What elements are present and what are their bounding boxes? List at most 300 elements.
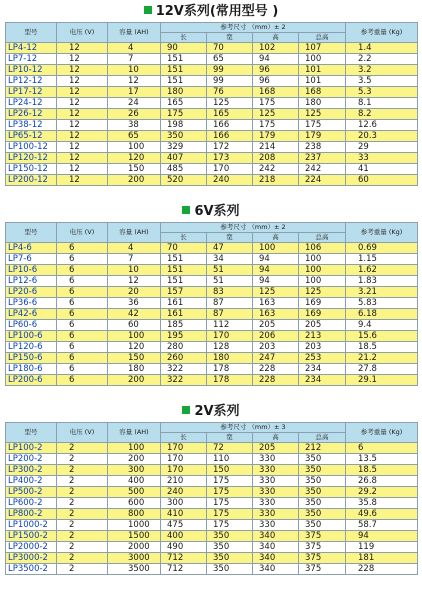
height-cell: 163	[253, 309, 299, 320]
voltage-cell: 6	[57, 243, 108, 254]
voltage-cell: 6	[57, 254, 108, 265]
capacity-cell: 100	[108, 142, 161, 153]
length-cell: 350	[161, 131, 207, 142]
width-cell: 175	[207, 476, 253, 487]
voltage-cell: 2	[57, 553, 108, 564]
total-height-cell: 107	[299, 43, 346, 54]
header-capacity: 容量 (AH)	[108, 423, 161, 443]
table-row	[6, 87, 418, 98]
length-cell: 90	[161, 43, 207, 54]
weight-cell: 0.69	[346, 243, 418, 254]
capacity-cell: 1500	[108, 531, 161, 542]
capacity-cell: 4	[108, 243, 161, 254]
height-cell: 168	[253, 87, 299, 98]
height-cell: 330	[253, 509, 299, 520]
voltage-cell: 6	[57, 309, 108, 320]
weight-cell: 9.4	[346, 320, 418, 331]
voltage-cell: 12	[57, 76, 108, 87]
width-cell: 240	[207, 175, 253, 186]
table-row	[6, 164, 418, 175]
total-height-cell: 100	[299, 276, 346, 287]
header-total-height: 总高	[299, 233, 346, 243]
width-cell: 170	[207, 164, 253, 175]
table-row	[6, 309, 418, 320]
capacity-cell: 200	[108, 175, 161, 186]
header-dimensions: 参考尺寸 （mm）± 2	[161, 23, 346, 33]
total-height-cell: 100	[299, 54, 346, 65]
model-cell: LP200-6	[6, 375, 57, 386]
table-row	[6, 443, 418, 454]
weight-cell: 228	[346, 564, 418, 575]
length-cell: 485	[161, 164, 207, 175]
height-cell: 247	[253, 353, 299, 364]
model-cell: LP17-12	[6, 87, 57, 98]
voltage-cell: 2	[57, 476, 108, 487]
capacity-cell: 10	[108, 265, 161, 276]
capacity-cell: 600	[108, 498, 161, 509]
spec-table-2v	[5, 422, 418, 575]
header-length: 长	[161, 33, 207, 43]
capacity-cell: 200	[108, 375, 161, 386]
table-row	[6, 98, 418, 109]
total-height-cell: 180	[299, 98, 346, 109]
total-height-cell: 101	[299, 65, 346, 76]
header-model: 型号	[6, 23, 57, 43]
header-weight: 参考重量 (Kg)	[346, 23, 418, 43]
length-cell: 170	[161, 454, 207, 465]
model-cell: LP12-6	[6, 276, 57, 287]
width-cell: 51	[207, 265, 253, 276]
width-cell: 47	[207, 243, 253, 254]
height-cell: 340	[253, 531, 299, 542]
width-cell: 112	[207, 320, 253, 331]
length-cell: 322	[161, 375, 207, 386]
weight-cell: 6.18	[346, 309, 418, 320]
header-width: 宽	[207, 233, 253, 243]
width-cell: 175	[207, 520, 253, 531]
total-height-cell: 224	[299, 175, 346, 186]
header-width: 宽	[207, 433, 253, 443]
total-height-cell: 179	[299, 131, 346, 142]
length-cell: 198	[161, 120, 207, 131]
length-cell: 260	[161, 353, 207, 364]
table-row	[6, 120, 418, 131]
voltage-cell: 12	[57, 65, 108, 76]
voltage-cell: 6	[57, 331, 108, 342]
width-cell: 170	[207, 331, 253, 342]
header-weight: 参考重量 (Kg)	[346, 223, 418, 243]
weight-cell: 21.2	[346, 353, 418, 364]
height-cell: 175	[253, 98, 299, 109]
capacity-cell: 7	[108, 254, 161, 265]
width-cell: 150	[207, 465, 253, 476]
model-cell: LP10-12	[6, 65, 57, 76]
width-cell: 165	[207, 109, 253, 120]
voltage-cell: 2	[57, 443, 108, 454]
width-cell: 65	[207, 54, 253, 65]
height-cell: 330	[253, 487, 299, 498]
section-2v	[0, 402, 422, 575]
section-title: 12V系列(常用型号 )	[0, 2, 422, 22]
table-row	[6, 65, 418, 76]
width-cell: 110	[207, 454, 253, 465]
height-cell: 340	[253, 542, 299, 553]
weight-cell: 18.5	[346, 465, 418, 476]
voltage-cell: 6	[57, 320, 108, 331]
weight-cell: 1.4	[346, 43, 418, 54]
capacity-cell: 800	[108, 509, 161, 520]
capacity-cell: 10	[108, 65, 161, 76]
spec-table-6v	[5, 222, 418, 386]
weight-cell: 29.2	[346, 487, 418, 498]
capacity-cell: 1000	[108, 520, 161, 531]
capacity-cell: 24	[108, 98, 161, 109]
table-row	[6, 142, 418, 153]
header-dimensions: 参考尺寸 （mm）± 3	[161, 423, 346, 433]
total-height-cell: 125	[299, 109, 346, 120]
height-cell: 163	[253, 298, 299, 309]
voltage-cell: 12	[57, 120, 108, 131]
width-cell: 128	[207, 342, 253, 353]
weight-cell: 1.15	[346, 254, 418, 265]
model-cell: LP400-2	[6, 476, 57, 487]
height-cell: 205	[253, 443, 299, 454]
voltage-cell: 2	[57, 487, 108, 498]
width-cell: 173	[207, 153, 253, 164]
capacity-cell: 180	[108, 364, 161, 375]
capacity-cell: 38	[108, 120, 161, 131]
weight-cell: 181	[346, 553, 418, 564]
length-cell: 407	[161, 153, 207, 164]
table-row	[6, 109, 418, 120]
width-cell: 70	[207, 43, 253, 54]
weight-cell: 26.8	[346, 476, 418, 487]
length-cell: 400	[161, 531, 207, 542]
height-cell: 340	[253, 553, 299, 564]
capacity-cell: 400	[108, 476, 161, 487]
model-cell: LP150-12	[6, 164, 57, 175]
length-cell: 185	[161, 320, 207, 331]
height-cell: 94	[253, 54, 299, 65]
total-height-cell: 212	[299, 443, 346, 454]
table-row	[6, 454, 418, 465]
length-cell: 170	[161, 443, 207, 454]
weight-cell: 33	[346, 153, 418, 164]
voltage-cell: 6	[57, 276, 108, 287]
length-cell: 712	[161, 553, 207, 564]
width-cell: 99	[207, 65, 253, 76]
table-row	[6, 498, 418, 509]
height-cell: 205	[253, 320, 299, 331]
weight-cell: 6	[346, 443, 418, 454]
total-height-cell: 203	[299, 342, 346, 353]
table-row	[6, 353, 418, 364]
model-cell: LP38-12	[6, 120, 57, 131]
voltage-cell: 12	[57, 153, 108, 164]
model-cell: LP100-12	[6, 142, 57, 153]
header-capacity: 容量 (AH)	[108, 23, 161, 43]
table-row	[6, 520, 418, 531]
width-cell: 51	[207, 276, 253, 287]
voltage-cell: 2	[57, 542, 108, 553]
length-cell: 151	[161, 65, 207, 76]
height-cell: 214	[253, 142, 299, 153]
capacity-cell: 12	[108, 76, 161, 87]
width-cell: 178	[207, 375, 253, 386]
width-cell: 166	[207, 120, 253, 131]
width-cell: 175	[207, 509, 253, 520]
weight-cell: 60	[346, 175, 418, 186]
total-height-cell: 213	[299, 331, 346, 342]
header-total-height: 总高	[299, 433, 346, 443]
table-row	[6, 254, 418, 265]
weight-cell: 2.2	[346, 54, 418, 65]
voltage-cell: 12	[57, 98, 108, 109]
voltage-cell: 6	[57, 298, 108, 309]
green-square-icon	[144, 6, 152, 14]
voltage-cell: 12	[57, 164, 108, 175]
table-row	[6, 287, 418, 298]
weight-cell: 12.6	[346, 120, 418, 131]
height-cell: 330	[253, 454, 299, 465]
weight-cell: 94	[346, 531, 418, 542]
capacity-cell: 12	[108, 276, 161, 287]
capacity-cell: 7	[108, 54, 161, 65]
voltage-cell: 12	[57, 54, 108, 65]
total-height-cell: 350	[299, 487, 346, 498]
width-cell: 83	[207, 287, 253, 298]
length-cell: 161	[161, 298, 207, 309]
length-cell: 161	[161, 309, 207, 320]
length-cell: 210	[161, 476, 207, 487]
length-cell: 322	[161, 364, 207, 375]
table-row	[6, 43, 418, 54]
model-cell: LP7-6	[6, 254, 57, 265]
capacity-cell: 36	[108, 298, 161, 309]
width-cell: 76	[207, 87, 253, 98]
length-cell: 151	[161, 254, 207, 265]
table-row	[6, 54, 418, 65]
total-height-cell: 234	[299, 375, 346, 386]
length-cell: 410	[161, 509, 207, 520]
model-cell: LP2000-2	[6, 542, 57, 553]
model-cell: LP42-6	[6, 309, 57, 320]
header-voltage: 电压 (V)	[57, 423, 108, 443]
total-height-cell: 125	[299, 287, 346, 298]
voltage-cell: 2	[57, 520, 108, 531]
length-cell: 151	[161, 54, 207, 65]
header-voltage: 电压 (V)	[57, 223, 108, 243]
total-height-cell: 100	[299, 254, 346, 265]
total-height-cell: 253	[299, 353, 346, 364]
table-row	[6, 509, 418, 520]
weight-cell: 18.5	[346, 342, 418, 353]
weight-cell: 1.62	[346, 265, 418, 276]
height-cell: 179	[253, 131, 299, 142]
green-square-icon	[182, 406, 190, 414]
length-cell: 157	[161, 287, 207, 298]
width-cell: 87	[207, 298, 253, 309]
total-height-cell: 205	[299, 320, 346, 331]
table-row	[6, 243, 418, 254]
model-cell: LP600-2	[6, 498, 57, 509]
model-cell: LP24-12	[6, 98, 57, 109]
height-cell: 94	[253, 254, 299, 265]
width-cell: 350	[207, 564, 253, 575]
model-cell: LP36-6	[6, 298, 57, 309]
weight-cell: 119	[346, 542, 418, 553]
width-cell: 178	[207, 364, 253, 375]
total-height-cell: 350	[299, 520, 346, 531]
table-row	[6, 375, 418, 386]
weight-cell: 3.21	[346, 287, 418, 298]
length-cell: 490	[161, 542, 207, 553]
voltage-cell: 12	[57, 87, 108, 98]
weight-cell: 13.5	[346, 454, 418, 465]
table-row	[6, 153, 418, 164]
table-row	[6, 531, 418, 542]
voltage-cell: 2	[57, 465, 108, 476]
table-row	[6, 298, 418, 309]
width-cell: 166	[207, 131, 253, 142]
model-cell: LP100-2	[6, 443, 57, 454]
total-height-cell: 169	[299, 298, 346, 309]
total-height-cell: 350	[299, 465, 346, 476]
model-cell: LP100-6	[6, 331, 57, 342]
width-cell: 350	[207, 531, 253, 542]
weight-cell: 1.83	[346, 276, 418, 287]
height-cell: 96	[253, 65, 299, 76]
height-cell: 102	[253, 43, 299, 54]
spec-table-12v	[5, 22, 418, 186]
model-cell: LP200-2	[6, 454, 57, 465]
header-width: 宽	[207, 33, 253, 43]
header-length: 长	[161, 433, 207, 443]
table-row	[6, 331, 418, 342]
height-cell: 208	[253, 153, 299, 164]
total-height-cell: 375	[299, 564, 346, 575]
capacity-cell: 200	[108, 454, 161, 465]
height-cell: 94	[253, 276, 299, 287]
capacity-cell: 500	[108, 487, 161, 498]
weight-cell: 20.3	[346, 131, 418, 142]
total-height-cell: 350	[299, 509, 346, 520]
capacity-cell: 120	[108, 342, 161, 353]
height-cell: 100	[253, 243, 299, 254]
capacity-cell: 100	[108, 331, 161, 342]
model-cell: LP120-6	[6, 342, 57, 353]
weight-cell: 29.1	[346, 375, 418, 386]
capacity-cell: 3000	[108, 553, 161, 564]
model-cell: LP3000-2	[6, 553, 57, 564]
capacity-cell: 60	[108, 320, 161, 331]
section-title: 2V系列	[0, 402, 422, 422]
table-row	[6, 564, 418, 575]
header-length: 长	[161, 233, 207, 243]
total-height-cell: 237	[299, 153, 346, 164]
capacity-cell: 4	[108, 43, 161, 54]
table-row	[6, 131, 418, 142]
model-cell: LP1500-2	[6, 531, 57, 542]
height-cell: 94	[253, 265, 299, 276]
model-cell: LP1000-2	[6, 520, 57, 531]
voltage-cell: 12	[57, 131, 108, 142]
length-cell: 195	[161, 331, 207, 342]
model-cell: LP7-12	[6, 54, 57, 65]
green-square-icon	[182, 206, 190, 214]
header-voltage: 电压 (V)	[57, 23, 108, 43]
width-cell: 175	[207, 498, 253, 509]
voltage-cell: 2	[57, 498, 108, 509]
total-height-cell: 169	[299, 309, 346, 320]
width-cell: 350	[207, 553, 253, 564]
capacity-cell: 3500	[108, 564, 161, 575]
table-row	[6, 76, 418, 87]
width-cell: 99	[207, 76, 253, 87]
total-height-cell: 100	[299, 265, 346, 276]
length-cell: 300	[161, 498, 207, 509]
total-height-cell: 375	[299, 542, 346, 553]
height-cell: 125	[253, 109, 299, 120]
model-cell: LP200-12	[6, 175, 57, 186]
length-cell: 329	[161, 142, 207, 153]
voltage-cell: 6	[57, 353, 108, 364]
voltage-cell: 12	[57, 175, 108, 186]
capacity-cell: 100	[108, 443, 161, 454]
total-height-cell: 101	[299, 76, 346, 87]
total-height-cell: 350	[299, 454, 346, 465]
height-cell: 330	[253, 498, 299, 509]
height-cell: 218	[253, 175, 299, 186]
capacity-cell: 26	[108, 109, 161, 120]
length-cell: 712	[161, 564, 207, 575]
voltage-cell: 12	[57, 43, 108, 54]
height-cell: 96	[253, 76, 299, 87]
table-row	[6, 175, 418, 186]
model-cell: LP12-12	[6, 76, 57, 87]
model-cell: LP120-12	[6, 153, 57, 164]
voltage-cell: 12	[57, 142, 108, 153]
voltage-cell: 2	[57, 509, 108, 520]
total-height-cell: 234	[299, 364, 346, 375]
weight-cell: 49.6	[346, 509, 418, 520]
voltage-cell: 6	[57, 364, 108, 375]
voltage-cell: 2	[57, 531, 108, 542]
voltage-cell: 2	[57, 454, 108, 465]
weight-cell: 29	[346, 142, 418, 153]
capacity-cell: 42	[108, 309, 161, 320]
length-cell: 180	[161, 87, 207, 98]
length-cell: 240	[161, 487, 207, 498]
weight-cell: 8.1	[346, 98, 418, 109]
total-height-cell: 168	[299, 87, 346, 98]
capacity-cell: 150	[108, 353, 161, 364]
width-cell: 125	[207, 98, 253, 109]
capacity-cell: 17	[108, 87, 161, 98]
height-cell: 330	[253, 476, 299, 487]
voltage-cell: 6	[57, 375, 108, 386]
width-cell: 175	[207, 487, 253, 498]
weight-cell: 15.6	[346, 331, 418, 342]
header-height: 高	[253, 33, 299, 43]
total-height-cell: 375	[299, 553, 346, 564]
height-cell: 330	[253, 465, 299, 476]
table-row	[6, 364, 418, 375]
weight-cell: 5.3	[346, 87, 418, 98]
length-cell: 175	[161, 109, 207, 120]
header-height: 高	[253, 433, 299, 443]
weight-cell: 41	[346, 164, 418, 175]
